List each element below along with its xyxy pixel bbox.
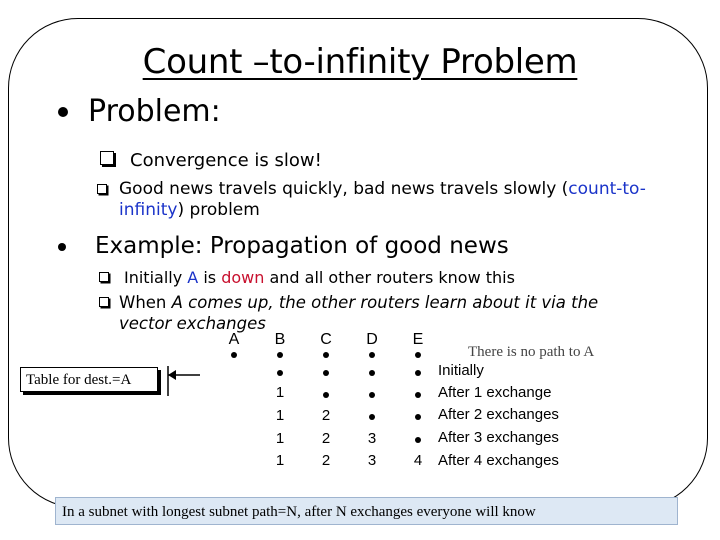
table-dot: [415, 414, 421, 420]
table-cell: 2: [321, 430, 331, 447]
table-dot: [231, 352, 237, 358]
sub-bullet-initially: Initially A is down and all other routers know this: [124, 268, 515, 287]
checkbox-bullet-icon: [97, 184, 107, 194]
table-cell: 1: [275, 430, 285, 447]
slide-title: Count –to-infinity Problem: [142, 42, 578, 82]
slide-frame: [8, 18, 708, 508]
table-cell: 3: [367, 430, 377, 447]
table-cell: 4: [413, 452, 423, 469]
footer-summary: In a subnet with longest subnet path=N, after N exchanges everyone will know: [55, 497, 678, 525]
row-label-initially: Initially: [438, 362, 484, 379]
bullet-dot: [58, 243, 66, 251]
checkbox-bullet-icon: [99, 272, 109, 282]
row-label-after-4: After 4 exchanges: [438, 452, 559, 469]
no-path-note: There is no path to A: [468, 344, 595, 360]
checkbox-bullet-icon: [99, 297, 109, 307]
table-dot: [369, 414, 375, 420]
table-dot: [415, 437, 421, 443]
table-cell: 2: [321, 407, 331, 424]
table-dot: [369, 392, 375, 398]
sub-bullet-convergence: Convergence is slow!: [130, 150, 322, 171]
arrow-left-icon: [160, 364, 204, 400]
table-cell: 1: [275, 384, 285, 401]
router-header-c: C: [320, 331, 332, 348]
router-header-b: B: [274, 331, 286, 348]
row-label-after-2: After 2 exchanges: [438, 406, 559, 423]
table-dot: [323, 370, 329, 376]
bullet-example: Example: Propagation of good news: [95, 233, 509, 259]
table-dot: [369, 370, 375, 376]
router-header-a: A: [228, 331, 240, 348]
table-dot: [277, 370, 283, 376]
table-cell: 1: [275, 407, 285, 424]
table-dot: [415, 370, 421, 376]
table-cell: 2: [321, 452, 331, 469]
table-dot: [415, 352, 421, 358]
row-label-after-3: After 3 exchanges: [438, 429, 559, 446]
table-cell: 1: [275, 452, 285, 469]
table-dot: [369, 352, 375, 358]
table-label-box: Table for dest.=A: [20, 367, 158, 392]
table-dot: [323, 352, 329, 358]
row-label-after-1: After 1 exchange: [438, 384, 552, 401]
table-dot: [323, 392, 329, 398]
bullet-problem: Problem:: [88, 94, 221, 129]
table-dot: [277, 352, 283, 358]
bullet-dot: [58, 107, 68, 117]
table-cell: 3: [367, 452, 377, 469]
sub-bullet-good-news: Good news travels quickly, bad news travels slowly (count-to-infinity) problem: [119, 179, 646, 220]
sub-bullet-when-a-comes-up: When A comes up, the other routers learn about it via the vector exchanges: [119, 293, 599, 333]
table-dot: [415, 392, 421, 398]
checkbox-bullet-icon: [100, 151, 114, 165]
router-header-e: E: [412, 331, 424, 348]
router-header-d: D: [366, 331, 378, 348]
